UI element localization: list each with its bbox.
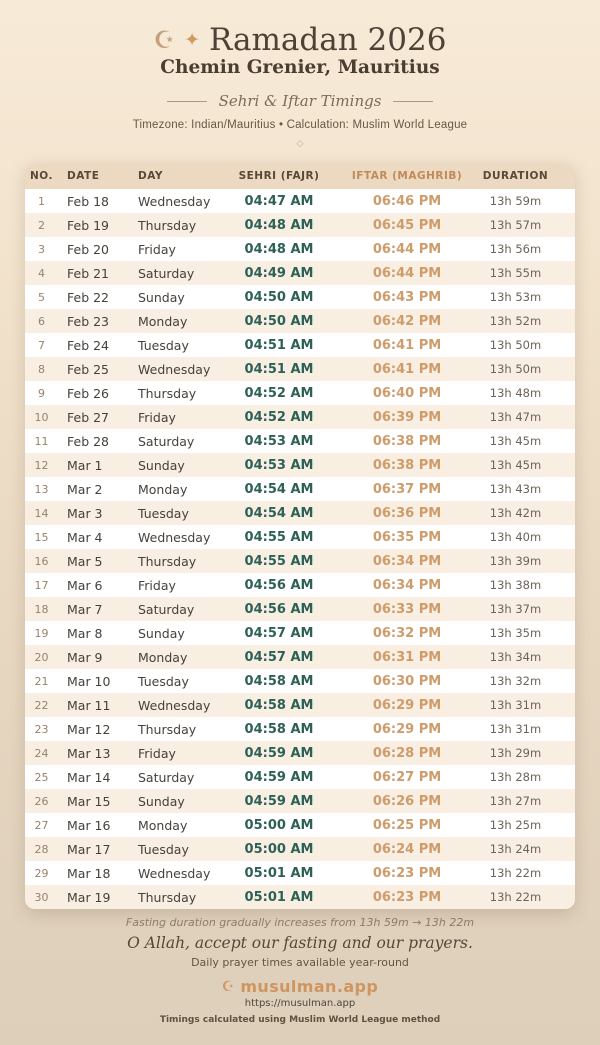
table-row <box>25 573 575 597</box>
cell-no: 5 <box>38 290 45 304</box>
cell-date: Mar 19 <box>67 889 111 905</box>
table-row <box>25 789 575 813</box>
table-row <box>25 357 575 381</box>
cell-date: Mar 13 <box>67 745 111 761</box>
cell-no: 16 <box>34 554 49 568</box>
cell-no: 22 <box>34 698 49 712</box>
cell-iftar: 06:23 PM <box>372 865 442 881</box>
table-row <box>25 549 575 573</box>
cell-duration: 13h 45m <box>489 458 542 472</box>
table-row <box>25 861 575 885</box>
table-row <box>25 597 575 621</box>
column-header-day: DAY <box>134 163 222 189</box>
table-row <box>25 669 575 693</box>
divider-line-left <box>167 101 207 102</box>
cell-duration: 13h 31m <box>489 722 542 736</box>
table-row <box>25 429 575 453</box>
cell-iftar: 06:36 PM <box>372 505 442 521</box>
cell-date: Mar 5 <box>67 553 103 569</box>
cell-no: 24 <box>34 746 49 760</box>
cell-duration: 13h 24m <box>489 842 542 856</box>
column-header-date: DATE <box>58 163 134 189</box>
cell-duration: 13h 48m <box>489 386 542 400</box>
cell-iftar: 06:29 PM <box>372 697 442 713</box>
cell-no: 8 <box>38 362 45 376</box>
cell-day: Tuesday <box>138 337 189 353</box>
cell-day: Saturday <box>138 769 195 785</box>
cell-date: Mar 18 <box>67 865 111 881</box>
table-row <box>25 237 575 261</box>
cell-duration: 13h 22m <box>489 866 542 880</box>
cell-iftar: 06:31 PM <box>372 649 442 665</box>
sparkle-star-icon: ✦ <box>184 29 200 51</box>
table-row <box>25 501 575 525</box>
table-row <box>25 309 575 333</box>
cell-date: Feb 18 <box>67 193 110 209</box>
cell-day: Thursday <box>138 217 197 233</box>
brand-logo <box>0 977 600 996</box>
cell-no: 9 <box>38 386 45 400</box>
cell-iftar: 06:43 PM <box>372 289 442 305</box>
cell-duration: 13h 37m <box>489 602 542 616</box>
cell-date: Mar 7 <box>67 601 103 617</box>
cell-duration: 13h 22m <box>489 890 542 904</box>
cell-date: Feb 19 <box>67 217 110 233</box>
cell-sehri: 04:55 AM <box>244 529 314 545</box>
cell-day: Sunday <box>138 457 185 473</box>
cell-date: Mar 10 <box>67 673 111 689</box>
cell-duration: 13h 47m <box>489 410 542 424</box>
cell-sehri: 04:56 AM <box>244 577 314 593</box>
cell-sehri: 04:48 AM <box>244 217 314 233</box>
table-row <box>25 405 575 429</box>
table-row <box>25 717 575 741</box>
cell-day: Wednesday <box>138 697 211 713</box>
cell-sehri: 04:50 AM <box>244 313 314 329</box>
cell-day: Wednesday <box>138 865 211 881</box>
cell-day: Thursday <box>138 889 197 905</box>
cell-duration: 13h 42m <box>489 506 542 520</box>
cell-sehri: 05:00 AM <box>244 817 314 833</box>
table-row <box>25 693 575 717</box>
cell-no: 11 <box>34 434 49 448</box>
cell-date: Mar 11 <box>67 697 111 713</box>
cell-iftar: 06:42 PM <box>372 313 442 329</box>
cell-sehri: 05:01 AM <box>244 865 314 881</box>
cell-iftar: 06:28 PM <box>372 745 442 761</box>
cell-sehri: 04:57 AM <box>244 625 314 641</box>
table-row <box>25 189 575 213</box>
cell-day: Sunday <box>138 793 185 809</box>
cell-iftar: 06:33 PM <box>372 601 442 617</box>
cell-date: Mar 2 <box>67 481 103 497</box>
cell-date: Mar 3 <box>67 505 103 521</box>
cell-no: 25 <box>34 770 49 784</box>
column-header-sehri: SEHRI (FAJR) <box>222 163 336 189</box>
cell-sehri: 04:59 AM <box>244 745 314 761</box>
cell-date: Mar 16 <box>67 817 111 833</box>
cell-duration: 13h 45m <box>489 434 542 448</box>
diamond-ornament-icon: ◇ <box>296 139 304 149</box>
cell-day: Monday <box>138 313 188 329</box>
cell-date: Mar 1 <box>67 457 103 473</box>
cell-no: 12 <box>34 458 49 472</box>
cell-duration: 13h 38m <box>489 578 542 592</box>
cell-iftar: 06:44 PM <box>372 265 442 281</box>
cell-no: 23 <box>34 722 49 736</box>
cell-sehri: 04:58 AM <box>244 673 314 689</box>
cell-iftar: 06:26 PM <box>372 793 442 809</box>
brand-url: https://musulman.app <box>244 998 356 1009</box>
timings-table <box>25 163 575 909</box>
divider-line-right <box>393 101 433 102</box>
table-row <box>25 525 575 549</box>
cell-day: Wednesday <box>138 529 211 545</box>
cell-sehri: 04:53 AM <box>244 433 314 449</box>
cell-date: Mar 15 <box>67 793 111 809</box>
cell-sehri: 04:59 AM <box>244 769 314 785</box>
cell-date: Feb 28 <box>67 433 110 449</box>
table-row <box>25 765 575 789</box>
table-row <box>25 333 575 357</box>
cell-duration: 13h 34m <box>489 650 542 664</box>
cell-day: Monday <box>138 817 188 833</box>
cell-sehri: 05:01 AM <box>244 889 314 905</box>
cell-no: 2 <box>38 218 45 232</box>
cell-no: 13 <box>34 482 49 496</box>
cell-iftar: 06:32 PM <box>372 625 442 641</box>
cell-duration: 13h 57m <box>489 218 542 232</box>
cell-sehri: 04:57 AM <box>244 649 314 665</box>
cell-date: Feb 25 <box>67 361 110 377</box>
cell-day: Tuesday <box>138 505 189 521</box>
cell-iftar: 06:30 PM <box>372 673 442 689</box>
cell-date: Mar 9 <box>67 649 103 665</box>
cell-iftar: 06:38 PM <box>372 457 442 473</box>
cell-no: 10 <box>34 410 49 424</box>
cell-date: Mar 4 <box>67 529 103 545</box>
cell-no: 26 <box>34 794 49 808</box>
cell-sehri: 05:00 AM <box>244 841 314 857</box>
cell-no: 27 <box>34 818 49 832</box>
cell-sehri: 04:49 AM <box>244 265 314 281</box>
cell-day: Sunday <box>138 625 185 641</box>
cell-sehri: 04:51 AM <box>244 337 314 353</box>
cell-day: Monday <box>138 481 188 497</box>
cell-duration: 13h 50m <box>489 362 542 376</box>
cell-sehri: 04:50 AM <box>244 289 314 305</box>
cell-sehri: 04:58 AM <box>244 697 314 713</box>
cell-sehri: 04:59 AM <box>244 793 314 809</box>
cell-iftar: 06:40 PM <box>372 385 442 401</box>
cell-day: Sunday <box>138 289 185 305</box>
cell-iftar: 06:46 PM <box>372 193 442 209</box>
cell-sehri: 04:56 AM <box>244 601 314 617</box>
page-title: Ramadan 2026 <box>208 22 447 58</box>
cell-iftar: 06:45 PM <box>372 217 442 233</box>
cell-iftar: 06:37 PM <box>372 481 442 497</box>
cell-iftar: 06:39 PM <box>372 409 442 425</box>
cell-duration: 13h 31m <box>489 698 542 712</box>
cell-date: Mar 6 <box>67 577 103 593</box>
cell-date: Feb 24 <box>67 337 110 353</box>
cell-date: Feb 23 <box>67 313 110 329</box>
cell-sehri: 04:58 AM <box>244 721 314 737</box>
cell-sehri: 04:51 AM <box>244 361 314 377</box>
table-row <box>25 885 575 909</box>
cell-day: Friday <box>138 745 176 761</box>
cell-sehri: 04:54 AM <box>244 481 314 497</box>
cell-day: Tuesday <box>138 841 189 857</box>
cell-no: 15 <box>34 530 49 544</box>
column-header-iftar: IFTAR (MAGHRIB) <box>336 163 478 189</box>
cell-day: Saturday <box>138 601 195 617</box>
cell-iftar: 06:34 PM <box>372 553 442 569</box>
cell-date: Mar 17 <box>67 841 111 857</box>
cell-duration: 13h 39m <box>489 554 542 568</box>
cell-day: Saturday <box>138 433 195 449</box>
cell-day: Friday <box>138 577 176 593</box>
cell-day: Saturday <box>138 265 195 281</box>
cell-no: 29 <box>34 866 49 880</box>
cell-iftar: 06:35 PM <box>372 529 442 545</box>
cell-day: Thursday <box>138 721 197 737</box>
cell-duration: 13h 59m <box>489 194 542 208</box>
cell-duration: 13h 35m <box>489 626 542 640</box>
cell-no: 21 <box>34 674 49 688</box>
table-row <box>25 285 575 309</box>
brand-crescent-icon: ☪ <box>221 978 235 995</box>
cell-sehri: 04:54 AM <box>244 505 314 521</box>
cell-sehri: 04:47 AM <box>244 193 314 209</box>
cell-duration: 13h 27m <box>489 794 542 808</box>
table-row <box>25 645 575 669</box>
header <box>0 22 600 149</box>
cell-no: 3 <box>38 242 45 256</box>
cell-day: Thursday <box>138 385 197 401</box>
cell-duration: 13h 50m <box>489 338 542 352</box>
cell-duration: 13h 55m <box>489 266 542 280</box>
footer <box>0 916 600 1025</box>
cell-sehri: 04:53 AM <box>244 457 314 473</box>
cell-duration: 13h 52m <box>489 314 542 328</box>
section-divider <box>0 92 600 110</box>
cell-day: Wednesday <box>138 361 211 377</box>
cell-sehri: 04:48 AM <box>244 241 314 257</box>
column-header-no: NO. <box>25 163 58 189</box>
timezone-calculation-info: Timezone: Indian/Mauritius • Calculation: Muslim World League <box>132 119 468 131</box>
cell-duration: 13h 28m <box>489 770 542 784</box>
cell-duration: 13h 32m <box>489 674 542 688</box>
cell-sehri: 04:52 AM <box>244 409 314 425</box>
cell-iftar: 06:38 PM <box>372 433 442 449</box>
calculation-method-note: Timings calculated using Muslim World League method <box>159 1015 441 1025</box>
cell-iftar: 06:41 PM <box>372 337 442 353</box>
cell-date: Feb 22 <box>67 289 110 305</box>
cell-day: Monday <box>138 649 188 665</box>
cell-no: 4 <box>38 266 45 280</box>
cell-duration: 13h 43m <box>489 482 542 496</box>
cell-iftar: 06:44 PM <box>372 241 442 257</box>
cell-iftar: 06:25 PM <box>372 817 442 833</box>
table-row <box>25 453 575 477</box>
table-row <box>25 261 575 285</box>
table-row <box>25 741 575 765</box>
dua-text: O Allah, accept our fasting and our prayers. <box>127 934 473 952</box>
cell-date: Mar 8 <box>67 625 103 641</box>
availability-note: Daily prayer times available year-round <box>191 956 409 969</box>
cell-sehri: 04:55 AM <box>244 553 314 569</box>
cell-iftar: 06:34 PM <box>372 577 442 593</box>
cell-day: Friday <box>138 241 176 257</box>
timings-card <box>25 163 575 909</box>
duration-trend-note: Fasting duration gradually increases from 13h 59m → 13h 22m <box>125 916 475 929</box>
cell-iftar: 06:29 PM <box>372 721 442 737</box>
location-subtitle: Chemin Grenier, Mauritius <box>160 57 440 78</box>
cell-duration: 13h 40m <box>489 530 542 544</box>
cell-day: Thursday <box>138 553 197 569</box>
cell-iftar: 06:27 PM <box>372 769 442 785</box>
table-body <box>25 189 575 909</box>
cell-iftar: 06:23 PM <box>372 889 442 905</box>
cell-day: Friday <box>138 409 176 425</box>
title-row <box>0 22 600 58</box>
table-row <box>25 213 575 237</box>
cell-date: Feb 27 <box>67 409 110 425</box>
table-row <box>25 621 575 645</box>
brand-name: musulman.app <box>240 977 379 996</box>
cell-duration: 13h 56m <box>489 242 542 256</box>
cell-no: 7 <box>38 338 45 352</box>
cell-duration: 13h 53m <box>489 290 542 304</box>
table-row <box>25 837 575 861</box>
cell-day: Wednesday <box>138 193 211 209</box>
cell-iftar: 06:41 PM <box>372 361 442 377</box>
crescent-moon-icon: ☪ <box>153 26 176 54</box>
cell-no: 6 <box>38 314 45 328</box>
cell-no: 18 <box>34 602 49 616</box>
cell-date: Feb 20 <box>67 241 110 257</box>
table-row <box>25 477 575 501</box>
section-label: Sehri & Iftar Timings <box>218 92 382 110</box>
table-row <box>25 381 575 405</box>
cell-date: Mar 12 <box>67 721 111 737</box>
cell-duration: 13h 29m <box>489 746 542 760</box>
cell-no: 1 <box>38 194 45 208</box>
cell-no: 20 <box>34 650 49 664</box>
table-row <box>25 813 575 837</box>
cell-no: 17 <box>34 578 49 592</box>
cell-duration: 13h 25m <box>489 818 542 832</box>
cell-no: 19 <box>34 626 49 640</box>
cell-date: Feb 26 <box>67 385 110 401</box>
cell-sehri: 04:52 AM <box>244 385 314 401</box>
cell-day: Tuesday <box>138 673 189 689</box>
cell-iftar: 06:24 PM <box>372 841 442 857</box>
cell-no: 30 <box>34 890 49 904</box>
cell-date: Feb 21 <box>67 265 110 281</box>
cell-no: 28 <box>34 842 49 856</box>
cell-no: 14 <box>34 506 49 520</box>
column-header-duration: DURATION <box>478 163 575 189</box>
cell-date: Mar 14 <box>67 769 111 785</box>
table-header-row <box>25 163 575 189</box>
